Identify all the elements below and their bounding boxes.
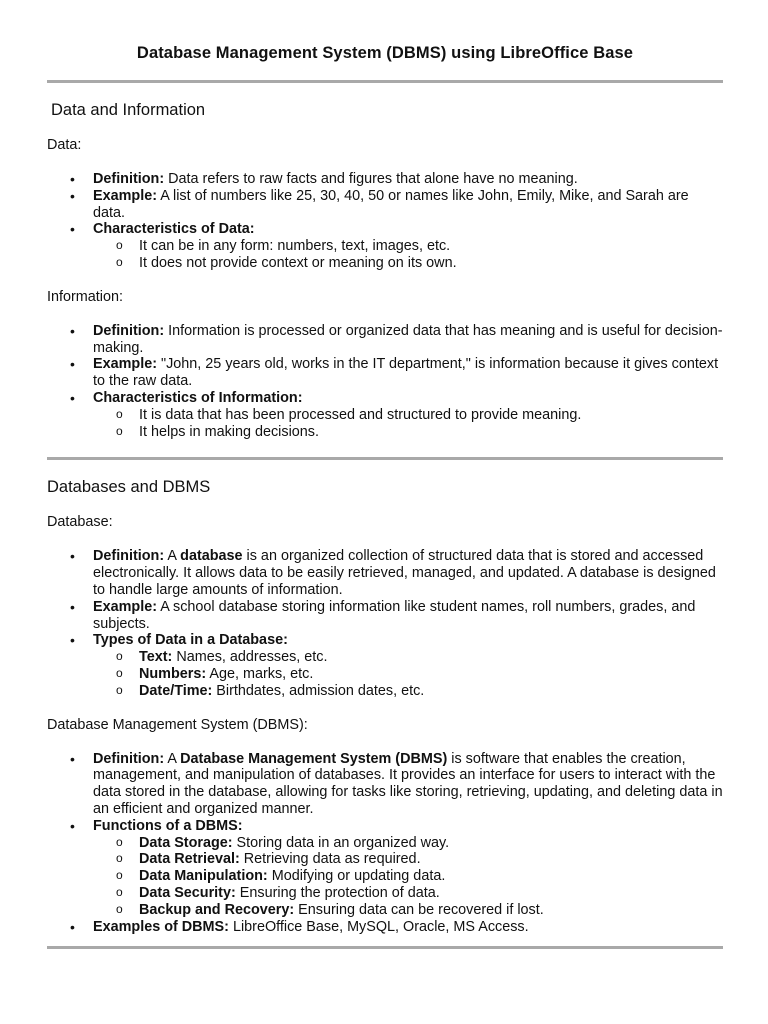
definition-label: Definition: (93, 750, 165, 767)
type-label: Date/Time: (139, 682, 213, 699)
list-item (47, 818, 723, 919)
definition-label: Definition: (93, 548, 165, 565)
type-text: Age, marks, etc. (206, 665, 314, 682)
list-item (47, 356, 723, 390)
sub-list-item (93, 683, 723, 700)
definition-label: Definition: (93, 322, 165, 339)
examples-label: Examples of DBMS: (93, 918, 229, 935)
sub-list-item (93, 851, 723, 868)
function-label: Data Security: (139, 884, 236, 901)
list-item (47, 221, 723, 271)
list-item (47, 390, 723, 440)
sub-list-item (93, 902, 723, 919)
function-label: Data Manipulation: (139, 868, 268, 885)
example-label: Example: (93, 598, 157, 615)
sub-list-item (93, 885, 723, 902)
function-text: Ensuring data can be recovered if lost. (294, 901, 544, 918)
sub-list-item (93, 835, 723, 852)
document-page (47, 0, 723, 949)
function-label: Data Storage: (139, 834, 233, 851)
types-label: Types of Data in a Database: (93, 632, 288, 649)
sub-list-item (93, 666, 723, 683)
example-text: A list of numbers like 25, 30, 40, 50 or names like John, Emily, Mike, and Sarah are data. (93, 187, 689, 221)
section-heading-databases-and-dbms: Databases and DBMS (47, 478, 211, 497)
dbms-bullet-list (47, 751, 723, 936)
list-item (47, 323, 723, 357)
sub-list-item: o It is data that has been processed and structured to provide meaning. (93, 407, 723, 424)
list-item (47, 632, 723, 699)
characteristics-label: Characteristics of Data: (93, 221, 255, 238)
example-text: "John, 25 years old, works in the IT department," is information because it gives context to the raw data. (93, 356, 719, 390)
list-item (47, 171, 723, 188)
definition-text: is an organized collection of structured data that is stored and accessed electronically. It allows data to be easily retrieved, managed, and updated. A database is designed to handle large amounts of information. (93, 548, 716, 598)
document-title: Database Management System (DBMS) using LibreOffice Base (136, 44, 634, 62)
types-list (93, 649, 723, 699)
example-text: A school database storing information like student names, roll numbers, grades, and subjects. (93, 598, 696, 632)
functions-list (93, 835, 723, 919)
definition-term: database (180, 548, 243, 565)
function-text: Ensuring the protection of data. (235, 884, 440, 901)
functions-label: Functions of a DBMS: (93, 817, 243, 834)
characteristics-list (93, 238, 723, 272)
list-item (47, 599, 723, 633)
type-text: Names, addresses, etc. (172, 649, 328, 666)
definition-term: Database Management System (DBMS) (180, 750, 448, 767)
function-label: Backup and Recovery: (139, 901, 295, 918)
subheading-data: Data: (47, 137, 82, 153)
list-item (47, 548, 723, 598)
example-label: Example: (93, 187, 157, 204)
example-label: Example: (93, 356, 157, 373)
type-label: Numbers: (139, 665, 207, 682)
list-item (47, 751, 723, 818)
subheading-database: Database: (47, 514, 113, 531)
subheading-dbms: Database Management System (DBMS): (47, 716, 308, 733)
subheading-information: Information: (47, 288, 123, 305)
function-text: Modifying or updating data. (267, 868, 446, 885)
data-bullet-list (47, 171, 723, 272)
information-bullet-list (47, 323, 723, 441)
sub-list-item (93, 649, 723, 666)
divider (47, 80, 723, 83)
type-text: Birthdates, admission dates, etc. (212, 682, 425, 699)
function-label: Data Retrieval: (139, 851, 240, 868)
function-text: Storing data in an organized way. (232, 834, 450, 851)
characteristics-list (93, 407, 723, 441)
type-label: Text: (139, 649, 173, 666)
definition-text: Data refers to raw facts and figures that alone have no meaning. (164, 171, 578, 187)
definition-text: Information is processed or organized data that has meaning and is useful for decision-making. (93, 322, 723, 356)
definition-text: is software that enables the creation, management, and manipulation of databases. It provides an interface for users to interact with the data stored in the database, allowing for tasks like storing, retrieving, updating, and deleting data in an efficient and organized manner. (93, 750, 723, 817)
sub-list-item (93, 868, 723, 885)
divider (47, 457, 723, 460)
function-text: Retrieving data as required. (239, 851, 421, 868)
sub-list-item: o It helps in making decisions. (93, 424, 723, 441)
database-bullet-list (47, 548, 723, 699)
definition-text-pre: A (164, 548, 181, 565)
list-item (47, 188, 723, 222)
examples-text: LibreOffice Base, MySQL, Oracle, MS Access. (228, 918, 529, 935)
definition-text-pre: A (164, 750, 181, 767)
characteristics-label: Characteristics of Information: (93, 389, 303, 406)
section-heading-data-and-information: Data and Information (51, 101, 206, 119)
sub-list-item: o It does not provide context or meaning on its own. (93, 255, 723, 272)
list-item (47, 919, 723, 936)
divider (47, 946, 723, 949)
sub-list-item: o It can be in any form: numbers, text, images, etc. (93, 238, 723, 255)
definition-label: Definition: (93, 171, 165, 187)
